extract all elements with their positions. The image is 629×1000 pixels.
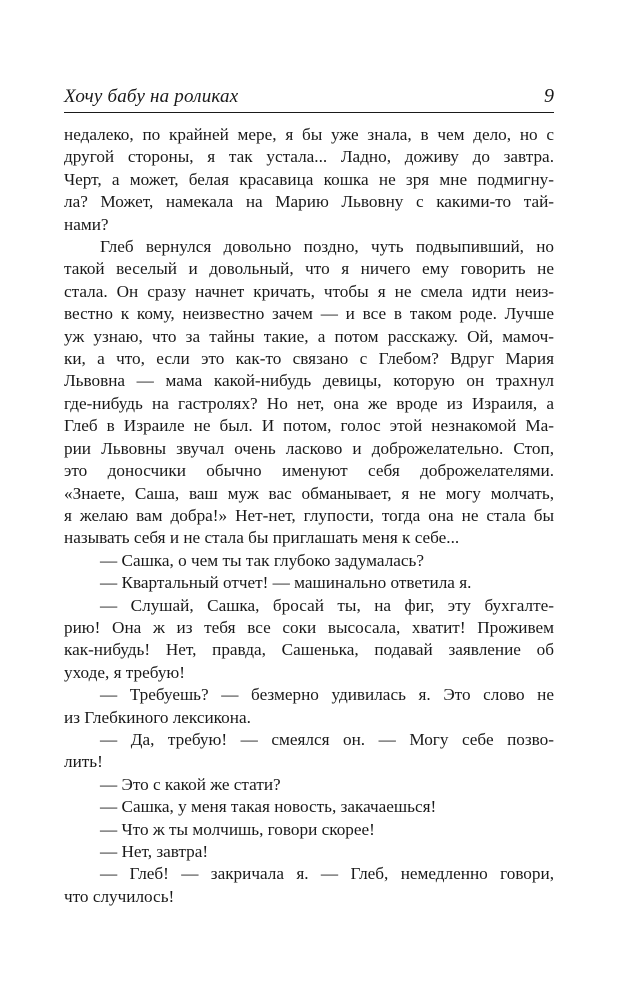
- text-line: ки, а что, если это как-то связано с Глебом? Вдруг Мария: [64, 349, 554, 369]
- book-page: [64, 84, 554, 908]
- text-line: называть себя и не стала бы приглашать меня к себе...: [64, 528, 460, 548]
- page-number: 9: [544, 85, 554, 107]
- text-line: Львовна — мама какой-нибудь девицы, которую он трахнул: [64, 371, 554, 391]
- text-line: Глеб в Израиле не был. И потом, голос этой незнакомой Ма-: [64, 416, 554, 436]
- text-line: — Что ж ты молчишь, говори скорее!: [100, 819, 375, 839]
- text-line: ла? Может, намекала на Марию Львовну с какими-то тай-: [64, 192, 554, 212]
- text-line: Глеб вернулся довольно поздно, чуть подвыпивший, но: [100, 237, 554, 257]
- text-line: лить!: [64, 752, 103, 772]
- text-line: «Знаете, Саша, ваш муж вас обманывает, я не могу молчать,: [64, 483, 554, 503]
- text-line: такой веселый и довольный, что я ничего ему говорить не: [64, 259, 554, 279]
- text-line: — Нет, завтра!: [100, 842, 209, 861]
- body-text: [64, 124, 554, 908]
- text-line: — Квартальный отчет! — машинально ответила я.: [100, 573, 472, 593]
- book-title: Хочу бабу на роликах: [64, 86, 239, 107]
- text-line: — Это с какой же стати?: [100, 774, 281, 794]
- text-line: — Да, требую! — смеялся он. — Могу себе позво-: [100, 729, 554, 749]
- text-line: что случилось!: [64, 886, 175, 906]
- text-line: — Сашка, у меня такая новость, закачаешься!: [100, 797, 437, 817]
- text-line: из Глебкиного лексикона.: [64, 707, 251, 727]
- text-line: я желаю вам добра!» Нет-нет, глупости, тогда она не стала бы: [64, 505, 554, 525]
- text-line: это доносчики обычно именуют себя доброжелателями.: [64, 461, 554, 481]
- running-header: [64, 84, 554, 113]
- text-line: рию! Она ж из тебя все соки высосала, хватит! Проживем: [64, 617, 554, 637]
- text-line: Черт, а может, белая красавица кошка не зря мне подмигну-: [64, 169, 554, 189]
- text-line: недалеко, по крайней мере, я бы уже знала, в чем дело, но с: [64, 125, 554, 144]
- text-line: — Требуешь? — безмерно удивилась я. Это слово не: [100, 685, 554, 705]
- text-line: нами?: [64, 214, 109, 234]
- text-line: уж узнаю, что за тайны такие, а потом расскажу. Ой, мамоч-: [64, 326, 554, 346]
- text-line: стала. Он сразу начнет кричать, чтобы я не смела идти неиз-: [64, 281, 554, 301]
- text-line: рии Львовны звучал очень ласково и доброжелательно. Стоп,: [64, 438, 554, 458]
- text-line: уходе, я требую!: [64, 662, 185, 682]
- text-line: как-нибудь! Нет, правда, Сашенька, подавай заявление об: [64, 640, 554, 660]
- text-line: вестно к кому, неизвестно зачем — и все в таком роде. Лучше: [64, 304, 554, 324]
- text-line: — Сашка, о чем ты так глубоко задумалась?: [100, 550, 425, 570]
- text-line: другой стороны, я так устала... Ладно, доживу до завтра.: [64, 147, 554, 167]
- text-line: где-нибудь на гастролях? Но нет, она же вроде из Израиля, а: [64, 393, 554, 413]
- text-line: — Слушай, Сашка, бросай ты, на фиг, эту бухгалте-: [100, 595, 554, 615]
- text-line: — Глеб! — закричала я. — Глеб, немедленно говори,: [100, 864, 554, 884]
